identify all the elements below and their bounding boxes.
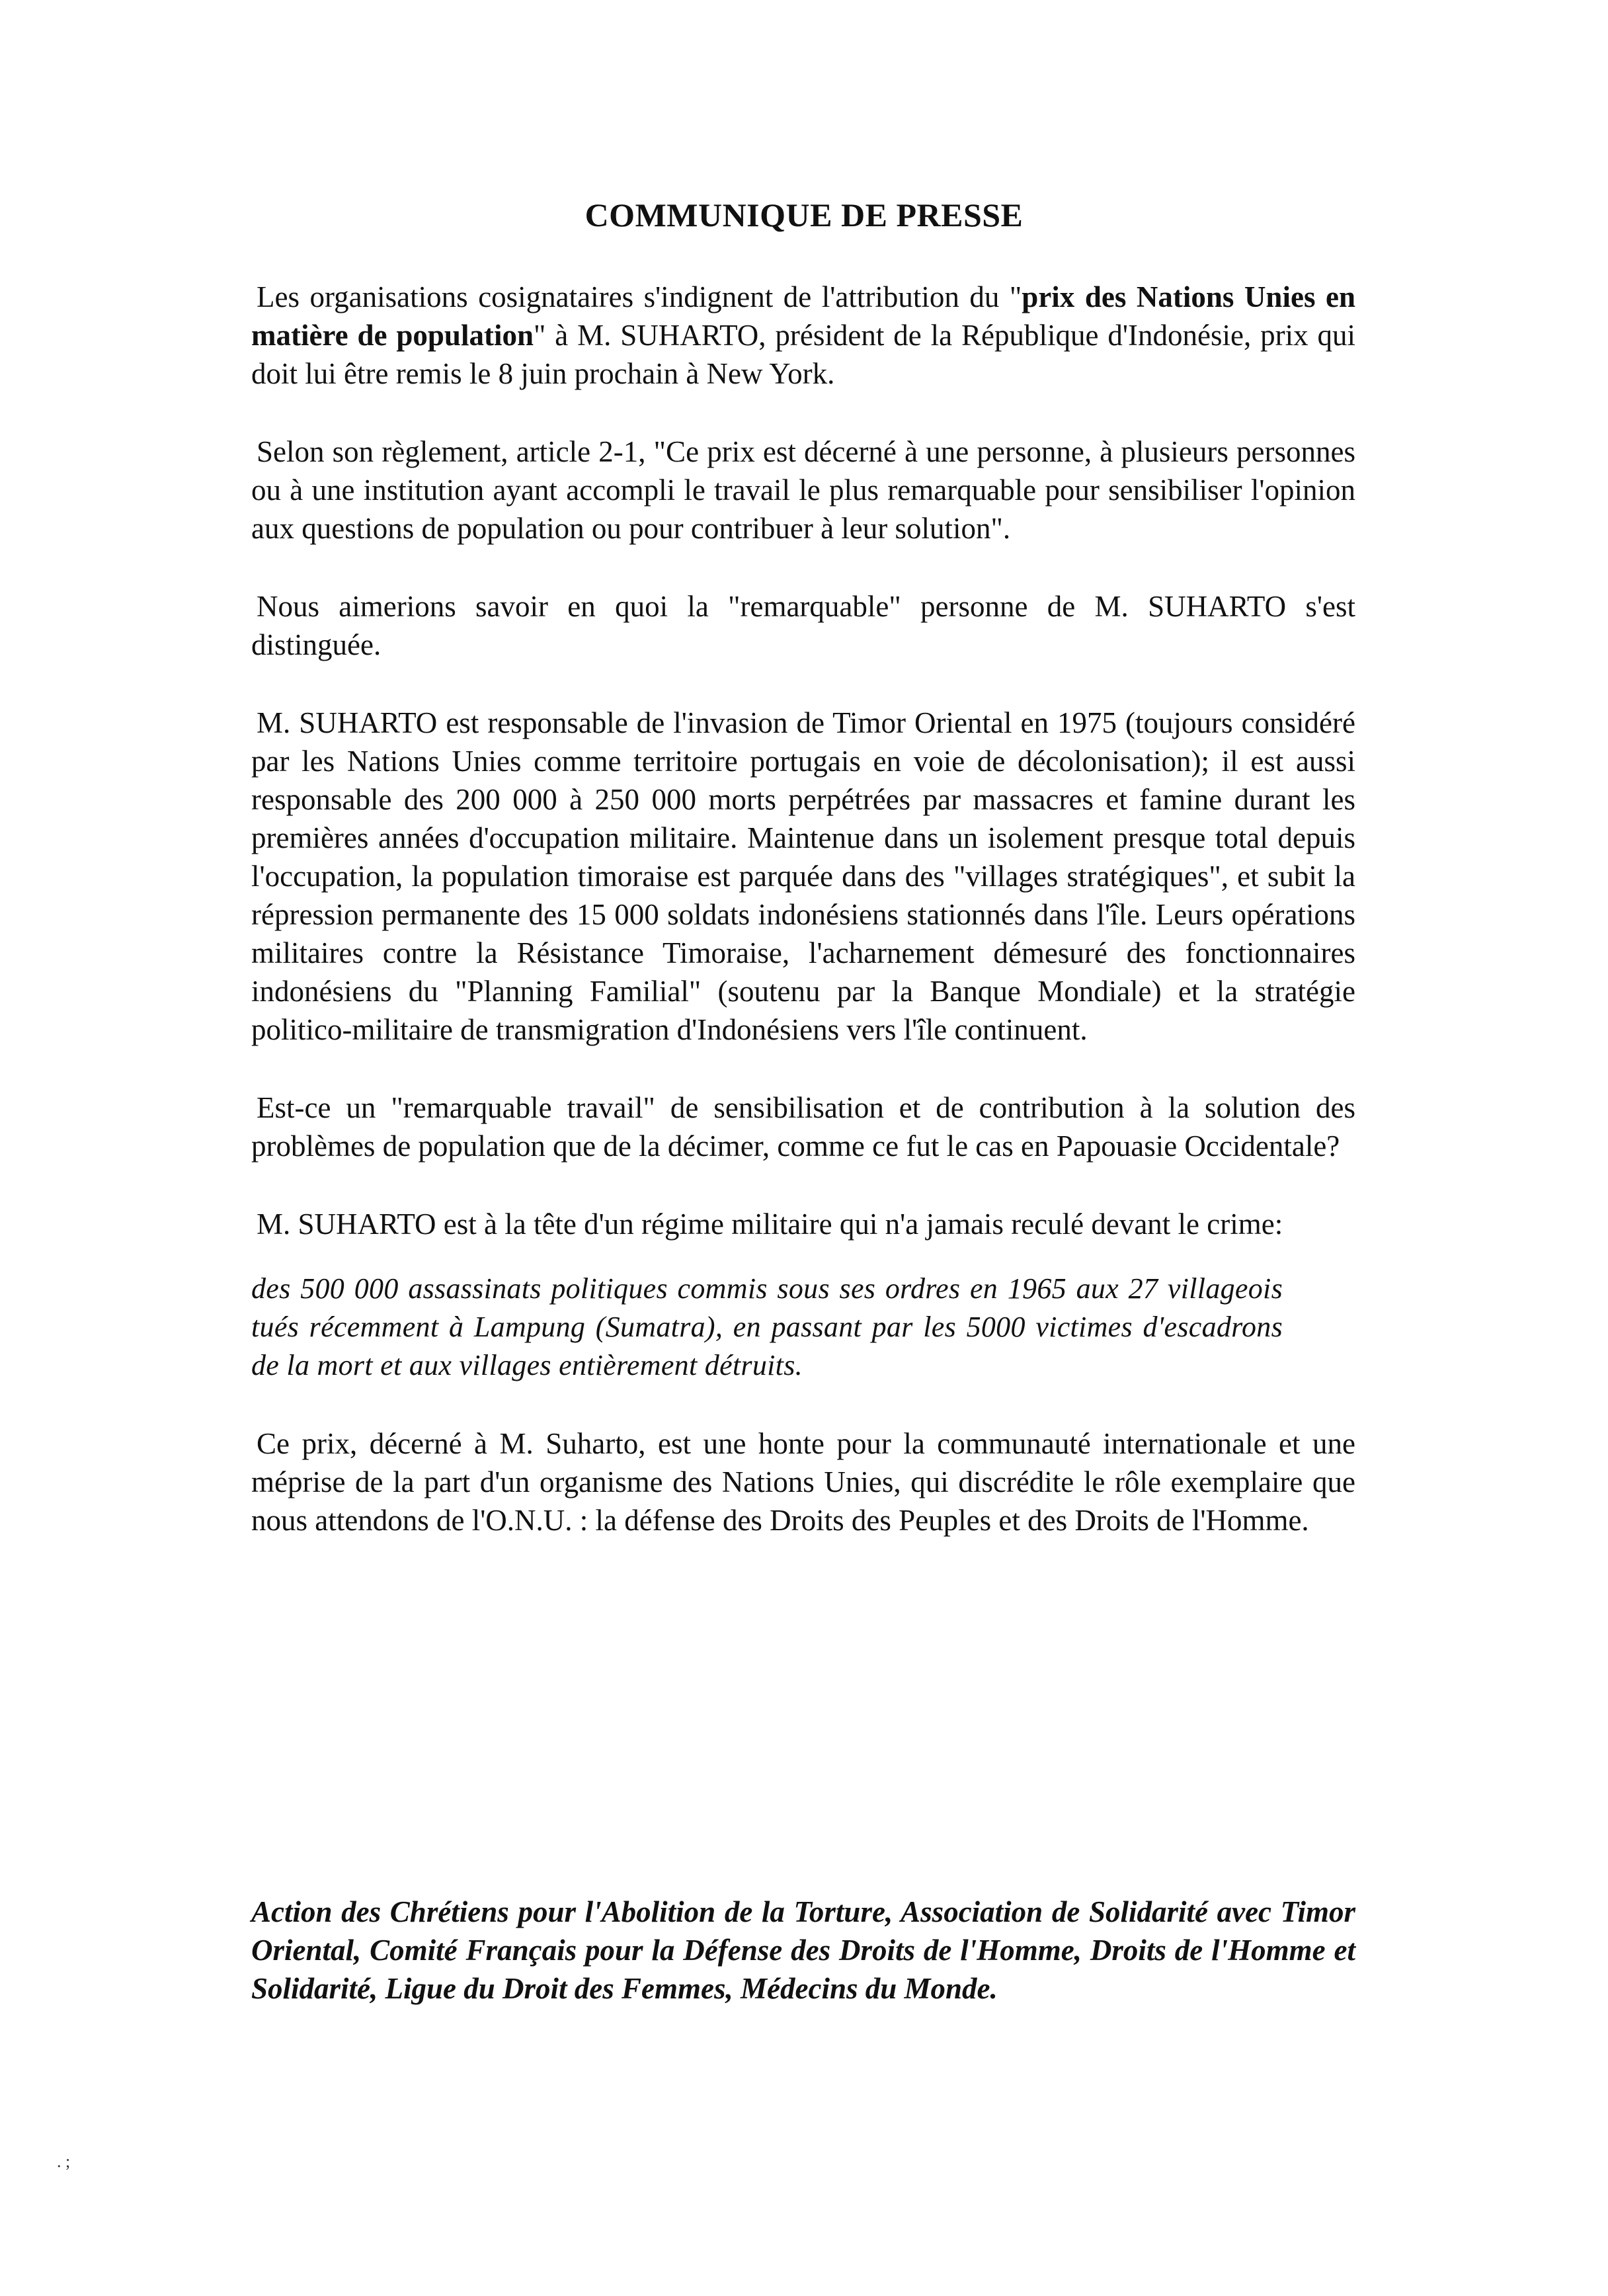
paragraph-intro [251, 278, 1355, 393]
paragraph-timor [251, 704, 1355, 1049]
conclusion-text: Ce prix, décerné à M. Suharto, est une honte pour la communauté internationale et une méprise de la part d'un organisme des Nations Unies, qui discrédite le rôle exemplaire que nous attendons de l'O.N.U. : la défense des Droits des Peuples et des Droits de l'Homme. [251, 1427, 1355, 1537]
crimes-quote: des 500 000 assassinats politiques commis sous ses ordres en 1965 aux 27 villageois tués récemment à Lampung (Sumatra), en passant par les 5000 victimes d'escadrons de la mort et aux villages entièrement détruits. [251, 1272, 1283, 1381]
paragraph-papouasie [251, 1088, 1355, 1165]
papouasie-text: Est-ce un "remarquable travail" de sensibilisation et de contribution à la solution des problèmes de population que de la décimer, comme ce fut le cas en Papouasie Occidentale? [251, 1091, 1355, 1163]
page-mark: . ; [57, 2152, 71, 2171]
intro-text-start: Les organisations cosignataires s'indignent de l'attribution du " [257, 280, 1022, 313]
press-release-body [251, 278, 1355, 1579]
paragraph-regime [251, 1205, 1355, 1243]
timor-text: M. SUHARTO est responsable de l'invasion de Timor Oriental en 1975 (toujours considéré par les Nations Unies comme territoire portugais en voie de décolonisation); il est aussi responsable des 200 000 à 250 000 morts perpétrées par massacres et famine durant les premières années d'occupation militaire. Maintenue dans un isolement presque total depuis l'occupation, la population timoraise est parquée dans des "villages stratégiques", et subit la répression permanente des 15 000 soldats indonésiens stationnés dans l'île. Leurs opérations militaires contre la Résistance Timoraise, l'acharnement démesuré des fonctionnaires indonésiens du "Planning Familial" (soutenu par la Banque Mondiale) et la stratégie politico-militaire de transmigration d'Indonésiens vers l'île continuent. [251, 706, 1355, 1046]
intro-text-end: " à M. SUHARTO, président de la République d'Indonésie, prix qui doit lui être remis le 8 juin prochain à New York. [251, 319, 1355, 390]
page-title: COMMUNIQUE DE PRESSE [584, 196, 1024, 233]
regime-text: M. SUHARTO est à la tête d'un régime militaire qui n'a jamais reculé devant le crime: [257, 1208, 1283, 1241]
signatories: Action des Chrétiens pour l'Abolition de la Torture, Association de Solidarité avec Timor Oriental, Comité Français pour la Défense des Droits de l'Homme, Droits de l'Homme et Solidarité, Ligue du Droit des Femmes, Médecins du Monde. [251, 1895, 1355, 2005]
paragraph-conclusion [251, 1424, 1355, 1539]
regulation-text: Selon son règlement, article 2-1, "Ce prix est décerné à une personne, à plusieurs personnes ou à une institution ayant accompli le travail le plus remarquable pour sensibiliser l'opinion aux questions de population ou pour contribuer à leur solution". [251, 435, 1355, 545]
paragraph-regulation [251, 432, 1355, 548]
question-text: Nous aimerions savoir en quoi la "remarquable" personne de M. SUHARTO s'est distinguée. [251, 590, 1355, 661]
prize-name: prix des Nations Unies en matière de population [251, 280, 1355, 352]
paragraph-question [251, 587, 1355, 664]
